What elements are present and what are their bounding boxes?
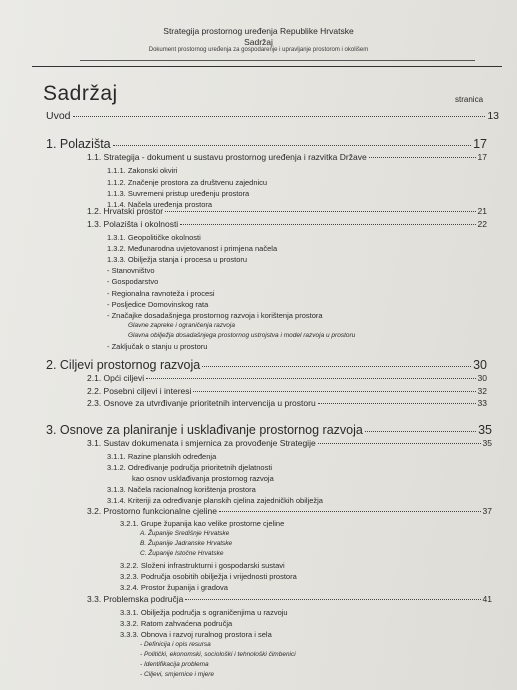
header-section: Sadržaj xyxy=(244,37,273,47)
toc-entry-3-3 xyxy=(87,594,492,604)
toc-label: 2. Ciljevi prostornog razvoja xyxy=(46,358,201,372)
toc-entry-1-1-4: 1.1.4. Načela uređenja prostora xyxy=(107,200,213,209)
toc-entry-3-2-1-b: B. Županije Jadranske Hrvatske xyxy=(140,540,233,547)
toc-leader xyxy=(180,224,475,225)
toc-entry-1-3-3: 1.3.3. Obilježja stanja i procesa u prostoru xyxy=(107,255,248,264)
toc-entry-zapreke: Glavne zapreke i ograničenja razvoja xyxy=(128,322,235,329)
toc-page: 22 xyxy=(477,219,487,229)
page-title: Sadržaj xyxy=(43,82,118,105)
toc-leader xyxy=(219,511,481,512)
toc-entry-3-2 xyxy=(87,506,492,516)
toc-leader xyxy=(113,145,471,146)
page-column-header: stranica xyxy=(455,95,484,104)
toc-entry-2-1 xyxy=(87,373,487,383)
section-divider xyxy=(32,66,502,67)
toc-entry-3-2-3: 3.2.3. Područja osobitih obilježja i vrijednosti prostora xyxy=(120,572,297,581)
toc-entry-ciljevi: - Ciljevi, smjernice i mjere xyxy=(140,671,215,678)
toc-label: 2.1. Opći ciljevi xyxy=(87,373,145,383)
toc-label: 3. Osnove za planiranje i usklađivanje prostornog razvoja xyxy=(46,423,363,437)
toc-label: 1.2. Hrvatski prostor xyxy=(87,206,164,216)
toc-entry-3-1-2: 3.1.2. Određivanje područja prioritetnih djelatnosti xyxy=(107,463,273,472)
toc-entry-3-2-4: 3.2.4. Prostor županija i gradova xyxy=(120,583,228,592)
toc-leader xyxy=(318,403,476,404)
toc-page: 35 xyxy=(482,438,492,448)
toc-entry-3-1 xyxy=(87,438,492,448)
toc-leader xyxy=(365,431,476,432)
toc-entry-posljedice: - Posljedice Domovinskog rata xyxy=(107,300,209,309)
header-divider xyxy=(80,60,475,61)
toc-entry-znacajke: - Značajke dosadašnjega prostornog razvoja i korištenja prostora xyxy=(107,311,323,320)
toc-leader xyxy=(146,378,475,379)
toc-page: 33 xyxy=(477,398,487,408)
toc-entry-identifikacija: - Identifikacija problema xyxy=(140,661,209,668)
toc-entry-1-1 xyxy=(87,152,487,162)
toc-leader xyxy=(165,211,475,212)
toc-leader xyxy=(202,366,471,367)
toc-label: 2.2. Posebni ciljevi i interesi xyxy=(87,386,192,396)
toc-label: 1. Polazišta xyxy=(46,137,111,151)
toc-entry-1-2 xyxy=(87,206,487,216)
toc-entry-2-2 xyxy=(87,386,487,396)
toc-entry-1-1-3: 1.1.3. Suvremeni pristup uređenju prostora xyxy=(107,189,250,198)
toc-page: 32 xyxy=(477,386,487,396)
toc-page: 30 xyxy=(477,373,487,383)
toc-page: 35 xyxy=(478,423,492,437)
header-subtitle: Dokument prostornog uređenja za gospodarenje i upravljanje prostorom i okolišem xyxy=(148,47,369,53)
toc-entry-obiljezja: Glavna obilježja dosadašnjega prostornog ustrojstva i model razvoja u prostoru xyxy=(128,332,356,339)
toc-leader xyxy=(369,157,476,158)
toc-leader xyxy=(185,599,480,600)
toc-entry-3-1-4: 3.1.4. Kriteriji za određivanje planskih cjelina zajedničkih obilježja xyxy=(107,496,323,505)
toc-entry-uvod xyxy=(46,110,499,122)
toc-entry-1-3-1: 1.3.1. Geopolitičke okolnosti xyxy=(107,233,201,242)
toc-leader xyxy=(318,443,481,444)
toc-entry-cimbenici: - Politički, ekonomski, sociološki i tehnološki čimbenici xyxy=(140,651,296,658)
toc-page: 21 xyxy=(477,206,487,216)
toc-page: 17 xyxy=(473,137,487,151)
toc-entry-section-2 xyxy=(46,358,487,372)
toc-label: 3.1. Sustav dokumenata i smjernica za provođenje Strategije xyxy=(87,438,316,448)
toc-entry-3-3-1: 3.3.1. Obilježja područja s ograničenjima u razvoju xyxy=(120,608,288,617)
toc-entry-3-1-1: 3.1.1. Razine planskih određenja xyxy=(107,452,217,461)
toc-page: 17 xyxy=(477,152,487,162)
toc-entry-3-2-1-c: C. Županije Istočne Hrvatske xyxy=(140,550,224,557)
toc-entry-1-1-2: 1.1.2. Značenje prostora za društvenu zajednicu xyxy=(107,178,268,187)
toc-entry-zakljucak: - Zaključak o stanju u prostoru xyxy=(107,342,208,351)
toc-entry-3-1-3: 3.1.3. Načela racionalnog korištenja prostora xyxy=(107,485,256,494)
toc-page: 41 xyxy=(482,594,492,604)
toc-entry-3-3-3: 3.3.3. Obnova i razvoj ruralnog prostora i sela xyxy=(120,630,272,639)
toc-page: 30 xyxy=(473,358,487,372)
toc-label: 3.2. Prostorno funkcionalne cjeline xyxy=(87,506,217,516)
toc-entry-1-3 xyxy=(87,219,487,229)
toc-entry-3-1-2-cont: kao osnov usklađivanja prostornog razvoja xyxy=(132,474,274,483)
toc-entry-stanovnistvo: - Stanovništvo xyxy=(107,266,155,275)
toc-label: Uvod xyxy=(46,110,71,122)
toc-entry-3-3-2: 3.3.2. Ratom zahvaćena područja xyxy=(120,619,233,628)
toc-entry-definicija: - Definicija i opis resursa xyxy=(140,641,211,648)
toc-entry-1-3-2: 1.3.2. Međunarodna uvjetovanost i primjena načela xyxy=(107,244,278,253)
toc-leader xyxy=(73,116,486,117)
toc-label: 1.1. Strategija - dokument u sustavu prostornog uređenja i razvitka Države xyxy=(87,152,367,162)
toc-entry-gospodarstvo: - Gospodarstvo xyxy=(107,277,159,286)
toc-leader xyxy=(193,391,475,392)
toc-label: 2.3. Osnove za utvrđivanje prioritetnih intervencija u prostoru xyxy=(87,398,316,408)
toc-label: 3.3. Problemska područja xyxy=(87,594,184,604)
toc-entry-section-3 xyxy=(46,423,492,437)
toc-label: 1.3. Polazišta i okolnosti xyxy=(87,219,179,229)
toc-entry-2-3 xyxy=(87,398,487,408)
toc-entry-3-2-1: 3.2.1. Grupe županija kao velike prostorne cjeline xyxy=(120,519,285,528)
toc-entry-regionalna: - Regionalna ravnoteža i procesi xyxy=(107,289,215,298)
header-title: Strategija prostornog uređenja Republike Hrvatske xyxy=(163,26,354,36)
toc-entry-3-2-1-a: A. Županije Središnje Hrvatske xyxy=(140,530,230,537)
toc-entry-section-1 xyxy=(46,137,487,151)
toc-page: 13 xyxy=(487,110,499,122)
toc-entry-3-2-2: 3.2.2. Složeni infrastrukturni i gospodarski sustavi xyxy=(120,561,285,570)
toc-entry-1-1-1: 1.1.1. Zakonski okviri xyxy=(107,166,178,175)
toc-page: 37 xyxy=(482,506,492,516)
